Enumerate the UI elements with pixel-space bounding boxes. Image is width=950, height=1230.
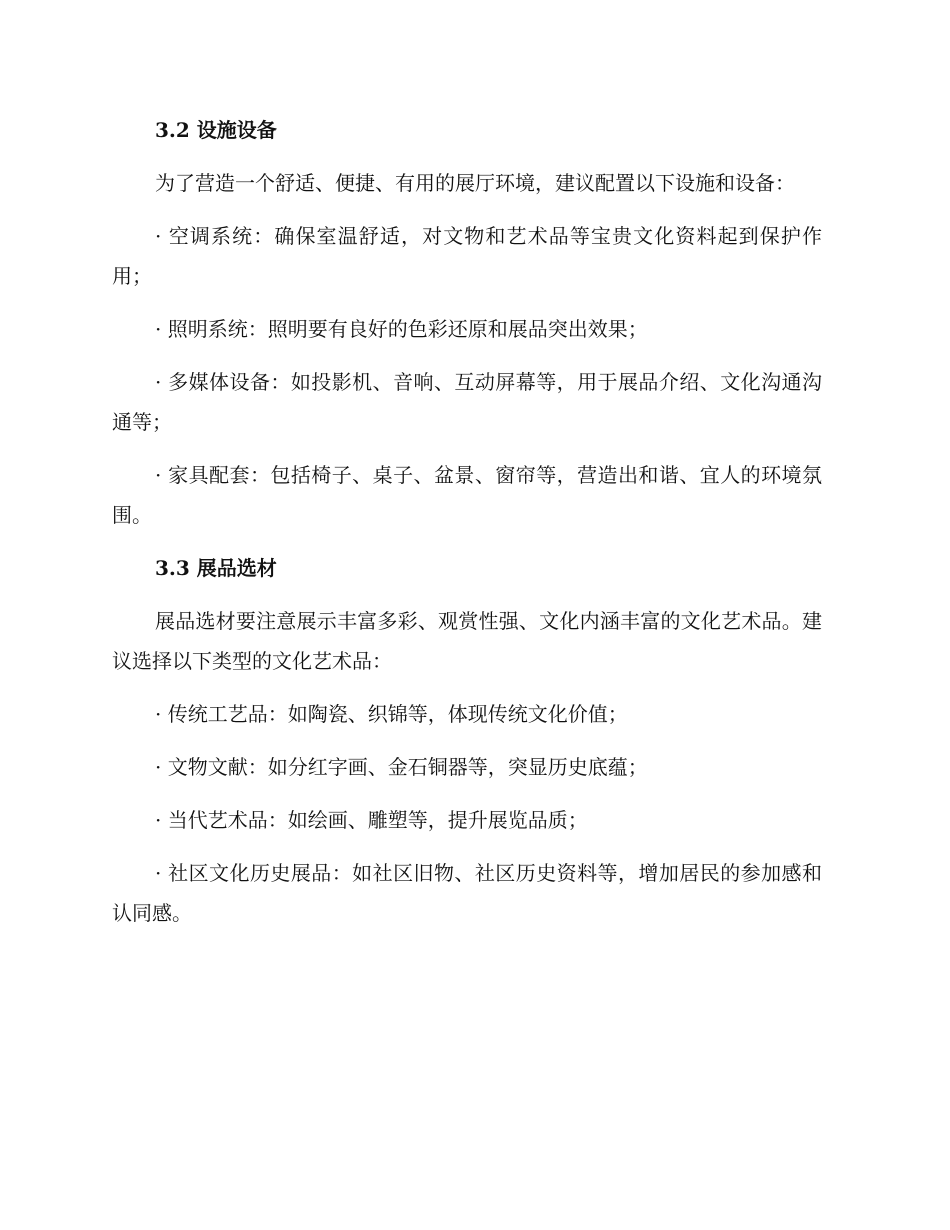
list-item-contemporary-art: · 当代艺术品：如绘画、雕塑等，提升展览品质；: [155, 808, 588, 832]
list-item-air-conditioning: · 空调系统：确保室温舒适，对文物和艺术品等宝贵文化资料起到保护作用；: [112, 224, 822, 288]
section-heading-3-2: 3.2 设施设备: [155, 118, 277, 142]
list-item-cultural-relics: · 文物文献：如分红字画、金石铜器等，突显历史底蕴；: [155, 755, 648, 779]
list-item-traditional-crafts: · 传统工艺品：如陶瓷、织锦等，体现传统文化价值；: [155, 702, 628, 726]
section-heading-3-3: 3.3 展品选材: [155, 556, 277, 580]
section-3-2-intro: 为了营造一个舒适、便捷、有用的展厅环境，建议配置以下设施和设备：: [155, 171, 795, 195]
list-item-community-history: · 社区文化历史展品：如社区旧物、社区历史资料等，增加居民的参加感和认同感。: [112, 861, 822, 925]
list-item-lighting: · 照明系统：照明要有良好的色彩还原和展品突出效果；: [155, 317, 648, 341]
list-item-multimedia: · 多媒体设备：如投影机、音响、互动屏幕等，用于展品介绍、文化沟通沟通等；: [112, 370, 822, 434]
section-3-3-intro: 展品选材要注意展示丰富多彩、观赏性强、文化内涵丰富的文化艺术品。建议选择以下类型的文化艺术品：: [112, 609, 822, 673]
document-page: [112, 110, 822, 946]
list-item-furniture: · 家具配套：包括椅子、桌子、盆景、窗帘等，营造出和谐、宜人的环境氛围。: [112, 463, 822, 527]
